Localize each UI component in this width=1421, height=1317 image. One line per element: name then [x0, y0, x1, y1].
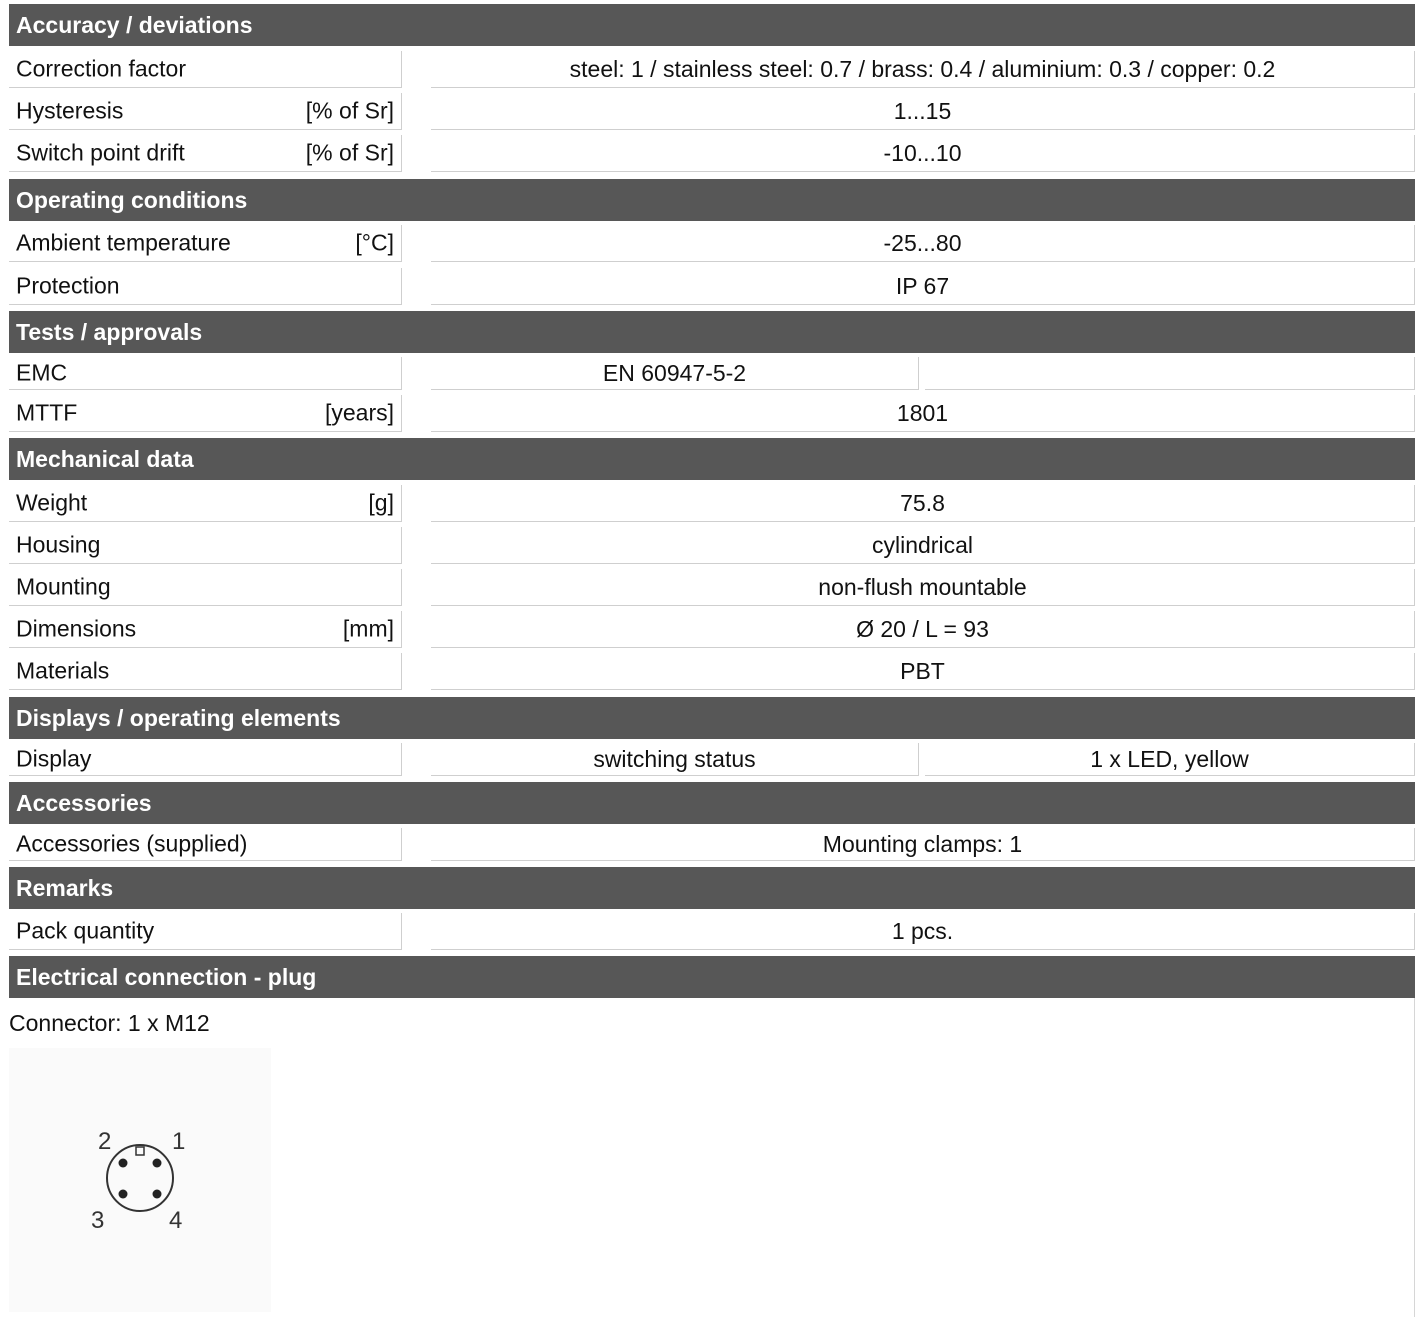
row-unit: [mm]	[342, 615, 394, 642]
row-emc	[9, 357, 1415, 390]
row-value: PBT	[431, 653, 1415, 690]
row-label-cell	[9, 93, 402, 130]
row-label-cell	[9, 268, 402, 305]
row-dimensions	[9, 611, 1415, 648]
row-label: Switch point drift	[16, 139, 185, 166]
row-label-cell	[9, 653, 402, 690]
row-label: Accessories (supplied)	[16, 830, 248, 857]
right-border-line	[1414, 998, 1415, 1317]
pin-1-dot	[153, 1159, 162, 1168]
row-label: Protection	[16, 272, 120, 299]
row-label: Pack quantity	[16, 917, 155, 944]
row-value-right: 1 x LED, yellow	[925, 743, 1415, 776]
row-value: cylindrical	[431, 527, 1415, 564]
coding-key	[136, 1147, 144, 1155]
row-value: -10...10	[431, 135, 1415, 172]
row-label: Correction factor	[16, 55, 187, 82]
row-protection	[9, 268, 1415, 305]
pin-2-dot	[119, 1159, 128, 1168]
row-label-cell	[9, 527, 402, 564]
row-value-left: switching status	[431, 743, 919, 776]
row-housing	[9, 527, 1415, 564]
pin-4-dot	[153, 1190, 162, 1199]
row-switch-point-drift	[9, 135, 1415, 172]
m12-pin-diagram	[9, 1048, 271, 1312]
row-value: non-flush mountable	[431, 569, 1415, 606]
row-label-cell	[9, 485, 402, 522]
section-header-displays: Displays / operating elements	[9, 697, 1415, 739]
row-hysteresis	[9, 93, 1415, 130]
row-correction-factor	[9, 51, 1415, 88]
row-accessories-supplied	[9, 828, 1415, 861]
section-header-accessories: Accessories	[9, 782, 1415, 824]
row-value-right	[925, 357, 1415, 390]
row-label: Housing	[16, 531, 101, 558]
row-value-left: EN 60947-5-2	[431, 357, 919, 390]
row-label: Weight	[16, 489, 88, 516]
row-label-cell	[9, 828, 402, 861]
row-label-cell	[9, 135, 402, 172]
section-header-electrical-connection: Electrical connection - plug	[9, 956, 1415, 998]
pin-label-3: 3	[91, 1207, 105, 1234]
row-label: Mounting	[16, 573, 111, 600]
row-value: steel: 1 / stainless steel: 0.7 / brass: 0.4 / aluminium: 0.3 / copper: 0.2	[431, 51, 1415, 88]
row-label-cell	[9, 611, 402, 648]
row-value: Ø 20 / L = 93	[431, 611, 1415, 648]
row-value: 1801	[431, 395, 1415, 432]
connector-text: Connector: 1 x M12	[9, 1010, 210, 1036]
row-label-cell	[9, 357, 402, 390]
pin-3-dot	[119, 1190, 128, 1199]
row-materials	[9, 653, 1415, 690]
row-unit: [% of Sr]	[305, 139, 394, 166]
section-header-accuracy: Accuracy / deviations	[9, 4, 1415, 46]
row-value: IP 67	[431, 268, 1415, 305]
row-label: MTTF	[16, 399, 78, 426]
row-mttf	[9, 395, 1415, 432]
row-unit: [°C]	[355, 229, 394, 256]
row-unit: [% of Sr]	[305, 97, 394, 124]
row-label: Materials	[16, 657, 110, 684]
row-unit: [years]	[324, 399, 394, 426]
row-label: EMC	[16, 359, 68, 386]
row-weight	[9, 485, 1415, 522]
row-label-cell	[9, 913, 402, 950]
row-label: Ambient temperature	[16, 229, 231, 256]
row-label: Dimensions	[16, 615, 137, 642]
section-header-mechanical-data: Mechanical data	[9, 438, 1415, 480]
pin-label-2: 2	[98, 1128, 112, 1155]
connector-diagram	[9, 1048, 271, 1312]
row-label: Hysteresis	[16, 97, 124, 124]
row-label-cell	[9, 743, 402, 776]
row-mounting	[9, 569, 1415, 606]
row-value: -25...80	[431, 225, 1415, 262]
row-value: 1...15	[431, 93, 1415, 130]
row-display	[9, 743, 1415, 776]
row-label-cell	[9, 569, 402, 606]
section-header-tests-approvals: Tests / approvals	[9, 311, 1415, 353]
row-value: Mounting clamps: 1	[431, 828, 1415, 861]
row-label: Display	[16, 745, 92, 772]
row-unit: [g]	[368, 489, 394, 516]
row-value: 75.8	[431, 485, 1415, 522]
row-value: 1 pcs.	[431, 913, 1415, 950]
pin-label-4: 4	[169, 1207, 183, 1234]
section-header-remarks: Remarks	[9, 867, 1415, 909]
row-ambient-temperature	[9, 225, 1415, 262]
row-pack-quantity	[9, 913, 1415, 950]
row-label-cell	[9, 51, 402, 88]
pin-label-1: 1	[172, 1128, 186, 1155]
row-label-cell	[9, 225, 402, 262]
section-header-operating-conditions: Operating conditions	[9, 179, 1415, 221]
row-label-cell	[9, 395, 402, 432]
